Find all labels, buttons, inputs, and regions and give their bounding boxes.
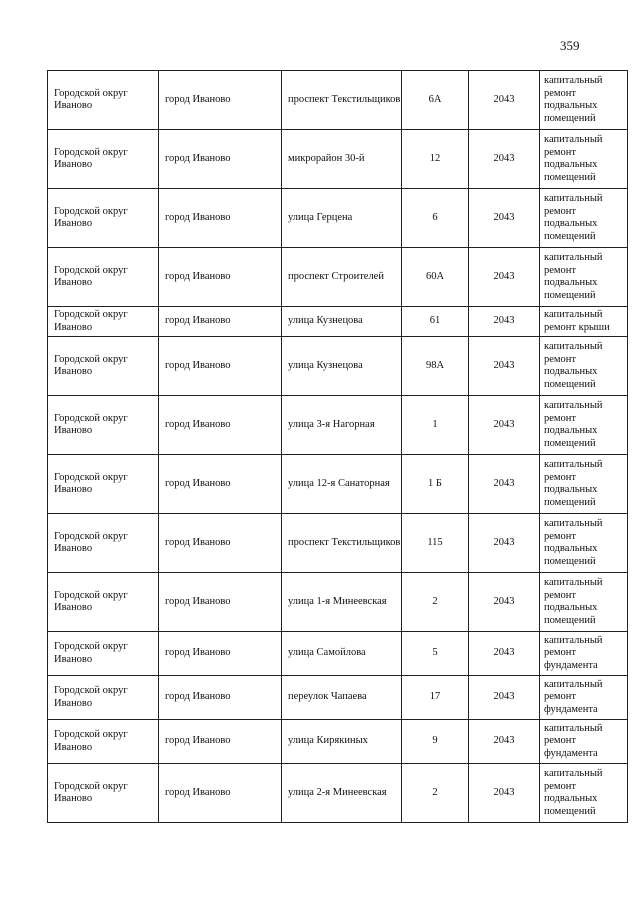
- cell-district: Городской округ Иваново: [48, 764, 159, 823]
- cell-year: 2043: [469, 720, 540, 764]
- cell-work-type: капитальный ремонт подвальных помещений: [540, 764, 628, 823]
- cell-house-number: 1 Б: [402, 455, 469, 514]
- table-row: [48, 396, 628, 455]
- cell-street: микрорайон 30-й: [282, 130, 402, 189]
- table-row: [48, 632, 628, 676]
- cell-work-type: капитальный ремонт подвальных помещений: [540, 337, 628, 396]
- table-row: [48, 676, 628, 720]
- cell-district: Городской округ Иваново: [48, 130, 159, 189]
- cell-street: переулок Чапаева: [282, 676, 402, 720]
- cell-city: город Иваново: [159, 71, 282, 130]
- cell-street: проспект Текстильщиков: [282, 71, 402, 130]
- cell-work-type: капитальный ремонт подвальных помещений: [540, 248, 628, 307]
- cell-year: 2043: [469, 337, 540, 396]
- cell-work-type: капитальный ремонт подвальных помещений: [540, 455, 628, 514]
- cell-year: 2043: [469, 455, 540, 514]
- cell-work-type: капитальный ремонт фундамента: [540, 720, 628, 764]
- table-row: [48, 189, 628, 248]
- cell-year: 2043: [469, 307, 540, 337]
- cell-street: улица 1-я Минеевская: [282, 573, 402, 632]
- cell-street: улица 3-я Нагорная: [282, 396, 402, 455]
- cell-street: улица Кузнецова: [282, 337, 402, 396]
- cell-year: 2043: [469, 189, 540, 248]
- cell-city: город Иваново: [159, 307, 282, 337]
- table-row: [48, 764, 628, 823]
- cell-district: Городской округ Иваново: [48, 455, 159, 514]
- cell-house-number: 17: [402, 676, 469, 720]
- table-row: [48, 307, 628, 337]
- table-row: [48, 720, 628, 764]
- cell-district: Городской округ Иваново: [48, 573, 159, 632]
- cell-year: 2043: [469, 396, 540, 455]
- cell-district: Городской округ Иваново: [48, 720, 159, 764]
- table-row: [48, 248, 628, 307]
- table-row: [48, 130, 628, 189]
- cell-city: город Иваново: [159, 337, 282, 396]
- table-row: [48, 71, 628, 130]
- cell-work-type: капитальный ремонт фундамента: [540, 676, 628, 720]
- cell-house-number: 115: [402, 514, 469, 573]
- cell-house-number: 6: [402, 189, 469, 248]
- cell-city: город Иваново: [159, 396, 282, 455]
- cell-house-number: 5: [402, 632, 469, 676]
- cell-house-number: 12: [402, 130, 469, 189]
- cell-district: Городской округ Иваново: [48, 676, 159, 720]
- table-row: [48, 573, 628, 632]
- cell-district: Городской округ Иваново: [48, 337, 159, 396]
- cell-city: город Иваново: [159, 248, 282, 307]
- cell-street: улица Самойлова: [282, 632, 402, 676]
- cell-city: город Иваново: [159, 130, 282, 189]
- cell-house-number: 98А: [402, 337, 469, 396]
- cell-house-number: 60А: [402, 248, 469, 307]
- cell-district: Городской округ Иваново: [48, 248, 159, 307]
- cell-city: город Иваново: [159, 455, 282, 514]
- cell-house-number: 1: [402, 396, 469, 455]
- cell-city: город Иваново: [159, 676, 282, 720]
- cell-year: 2043: [469, 573, 540, 632]
- cell-year: 2043: [469, 676, 540, 720]
- cell-street: улица Кирякиных: [282, 720, 402, 764]
- cell-house-number: 6А: [402, 71, 469, 130]
- page-number: 359: [560, 38, 580, 53]
- cell-work-type: капитальный ремонт подвальных помещений: [540, 514, 628, 573]
- cell-work-type: капитальный ремонт подвальных помещений: [540, 189, 628, 248]
- cell-house-number: 2: [402, 573, 469, 632]
- cell-work-type: капитальный ремонт подвальных помещений: [540, 396, 628, 455]
- cell-street: проспект Строителей: [282, 248, 402, 307]
- cell-street: улица Герцена: [282, 189, 402, 248]
- table-row: [48, 514, 628, 573]
- cell-house-number: 61: [402, 307, 469, 337]
- cell-street: улица 2-я Минеевская: [282, 764, 402, 823]
- table-row: [48, 455, 628, 514]
- table-row: [48, 337, 628, 396]
- cell-work-type: капитальный ремонт подвальных помещений: [540, 573, 628, 632]
- cell-house-number: 2: [402, 764, 469, 823]
- cell-year: 2043: [469, 632, 540, 676]
- registry-table-body: [48, 71, 628, 823]
- cell-district: Городской округ Иваново: [48, 189, 159, 248]
- cell-district: Городской округ Иваново: [48, 514, 159, 573]
- registry-table: [47, 70, 628, 823]
- cell-district: Городской округ Иваново: [48, 307, 159, 337]
- cell-work-type: капитальный ремонт крыши: [540, 307, 628, 337]
- cell-year: 2043: [469, 514, 540, 573]
- cell-street: улица 12-я Санаторная: [282, 455, 402, 514]
- cell-street: улица Кузнецова: [282, 307, 402, 337]
- cell-city: город Иваново: [159, 632, 282, 676]
- cell-city: город Иваново: [159, 573, 282, 632]
- cell-work-type: капитальный ремонт подвальных помещений: [540, 130, 628, 189]
- cell-city: город Иваново: [159, 720, 282, 764]
- cell-district: Городской округ Иваново: [48, 632, 159, 676]
- cell-city: город Иваново: [159, 764, 282, 823]
- cell-year: 2043: [469, 71, 540, 130]
- cell-work-type: капитальный ремонт фундамента: [540, 632, 628, 676]
- cell-city: город Иваново: [159, 189, 282, 248]
- cell-year: 2043: [469, 130, 540, 189]
- cell-work-type: капитальный ремонт подвальных помещений: [540, 71, 628, 130]
- cell-house-number: 9: [402, 720, 469, 764]
- cell-year: 2043: [469, 764, 540, 823]
- cell-district: Городской округ Иваново: [48, 71, 159, 130]
- cell-year: 2043: [469, 248, 540, 307]
- cell-city: город Иваново: [159, 514, 282, 573]
- cell-street: проспект Текстильщиков: [282, 514, 402, 573]
- cell-district: Городской округ Иваново: [48, 396, 159, 455]
